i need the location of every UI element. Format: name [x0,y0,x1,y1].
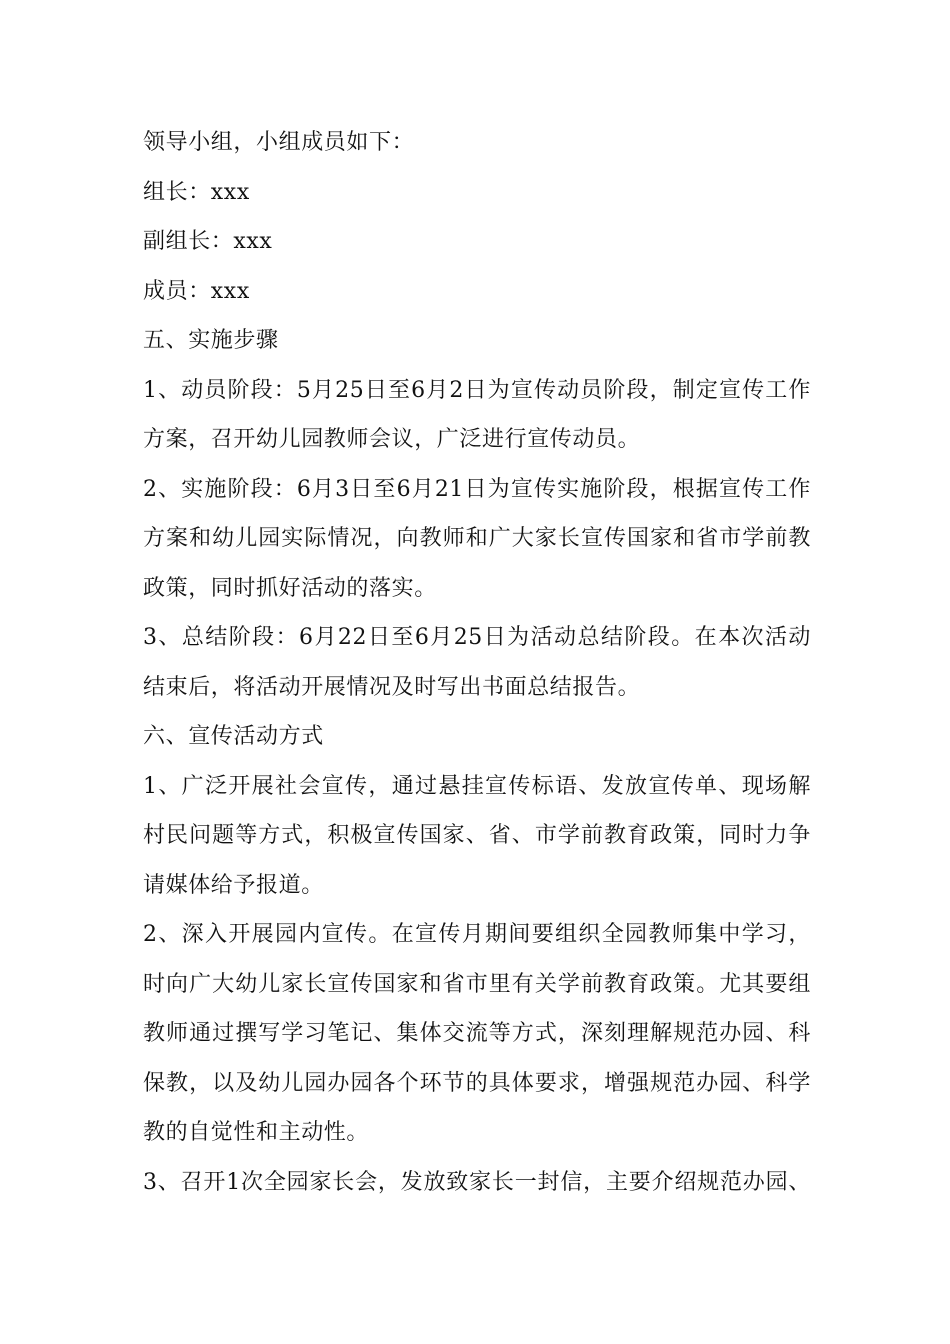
text-line: 教的自觉性和主动性。 [143,1120,370,1145]
text-line: 2、深入开展园内宣传。在宣传月期间要组织全园教师集中学习， [143,922,811,947]
text-line: 方案，召开幼儿园教师会议，广泛进行宣传动员。 [143,427,641,452]
text-line: 请媒体给予报道。 [143,872,324,898]
text-line: 结束后，将活动开展情况及时写出书面总结报告。 [143,674,641,700]
text-line: 保教，以及幼儿园办园各个环节的具体要求，增强规范办园、科学 [143,1070,811,1096]
text-line: 方案和幼儿园实际情况，向教师和广大家长宣传国家和省市学前教 [143,526,811,551]
text-line: 成员：xxx [143,278,250,304]
text-line: 3、总结阶段：6月22日至6月25日为活动总结阶段。在本次活动 [143,625,811,650]
text-line: 教师通过撰写学习笔记、集体交流等方式，深刻理解规范办园、科 [143,1021,811,1046]
document-body [143,118,811,1207]
text-line: 2、实施阶段：6月3日至6月21日为宣传实施阶段，根据宣传工作 [143,476,811,502]
text-line: 领导小组，小组成员如下： [143,130,415,155]
text-line: 村民问题等方式，积极宣传国家、省、市学前教育政策，同时力争 [143,823,811,848]
text-line: 3、召开1次全园家长会，发放致家长一封信，主要介绍规范办园、 [143,1169,811,1195]
text-line: 副组长：xxx [143,229,273,254]
text-line: 组长：xxx [143,179,250,205]
text-line: 1、动员阶段：5月25日至6月2日为宣传动员阶段，制定宣传工作 [143,377,811,403]
text-line: 1、广泛开展社会宣传，通过悬挂宣传标语、发放宣传单、现场解 [143,773,811,799]
text-line: 政策，同时抓好活动的落实。 [143,575,437,601]
section-heading: 五、实施步骤 [143,328,279,353]
section-heading: 六、宣传活动方式 [143,724,324,749]
text-line: 时向广大幼儿家长宣传国家和省市里有关学前教育政策。尤其要组 [143,971,811,997]
